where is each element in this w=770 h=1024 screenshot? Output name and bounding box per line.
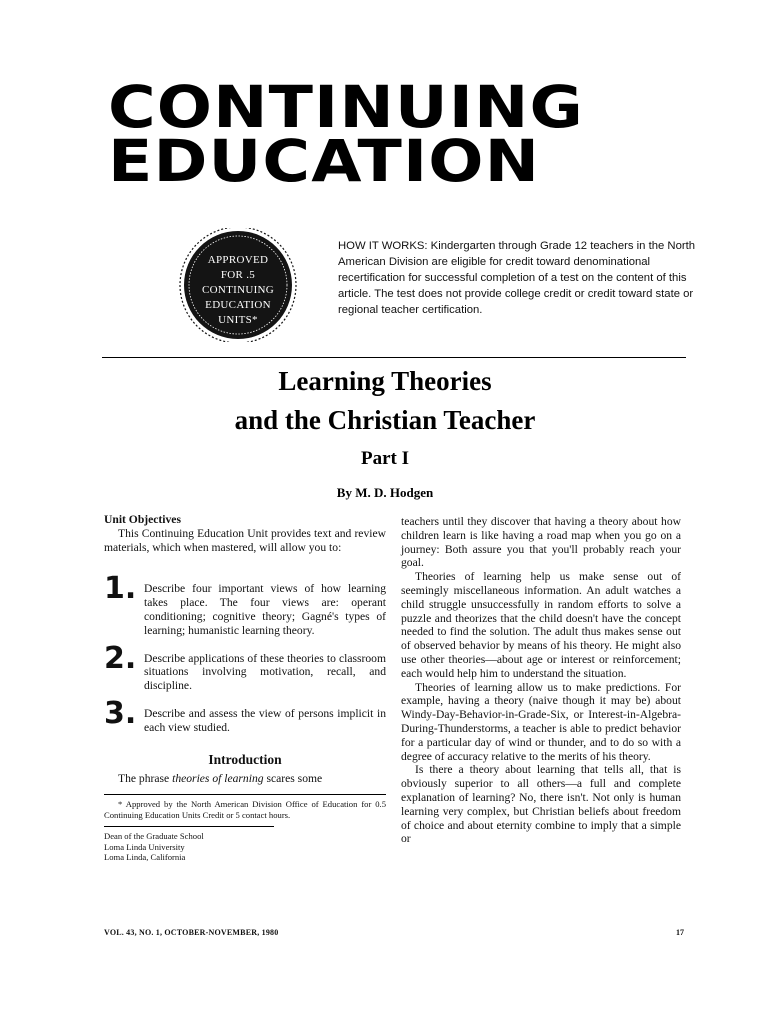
- objective-number: 1.: [104, 571, 137, 607]
- article-title-line-1: Learning Theories: [278, 366, 492, 396]
- masthead-line-2: EDUCATION: [108, 127, 541, 195]
- objective-3: [104, 695, 386, 735]
- objective-1: [104, 571, 386, 637]
- body-paragraph: Theories of learning help us make sense out of seemingly miscellaneous information. An adult watches a child struggle unsuccessfully in random efforts to solve a puzzle and theorizes that the child doesn't have the concept needed to find the solution. The adult thus makes sense out of observed behavior by means of his theory. He might also use other theories—about age or interest or reinforcement; each would help him to understand the situation.: [401, 570, 681, 680]
- objective-text: Describe four important views of how learning takes place. The four views are: operant conditioning; cognitive theory; Gagné's types of learning; humanistic learning theory.: [144, 582, 386, 637]
- objective-text: Describe and assess the view of persons implicit in each view studied.: [144, 706, 386, 734]
- intro-text-a: The phrase: [118, 772, 173, 786]
- right-column: [401, 515, 681, 846]
- body-paragraph: teachers until they discover that having a theory about how children learn is like having a road map when you go on a journey: Both assure you that you'll probably reach your goal.: [401, 515, 681, 570]
- seal-text: APPROVED FOR .5 CONTINUING EDUCATION UNITS*: [201, 254, 275, 326]
- objective-number: 3.: [104, 695, 137, 731]
- article-part: Part I: [360, 448, 409, 469]
- objective-number: 2.: [104, 640, 137, 676]
- approval-footnote: * Approved by the North American Division Office of Education for 0.5 Continuing Education Units Credit or 5 contact hours.: [104, 799, 386, 820]
- intro-text-b: scares some: [263, 772, 323, 786]
- masthead-title: [108, 73, 584, 195]
- issue-footer: VOL. 43, NO. 1, OCTOBER-NOVEMBER, 1980: [104, 928, 279, 937]
- page-number: 17: [676, 928, 684, 937]
- objective-2: [104, 640, 386, 693]
- introduction-start: [104, 772, 386, 786]
- author-affiliation: [104, 826, 274, 863]
- objectives-intro: This Continuing Education Unit provides text and review materials, which when mastered, will allow you to:: [104, 526, 386, 554]
- affiliation-line: Dean of the Graduate School: [104, 831, 204, 842]
- footnote-divider: [104, 794, 386, 795]
- article-title-line-2: and the Christian Teacher: [234, 405, 536, 435]
- body-paragraph: Is there a theory about learning that tells all, that is obviously superior to all others—a full and complete explanation of learning? No, there isn't. Not only is human learning very complex, but Christian beliefs about freedom of choice and about eternity combine to imply that a simple or: [401, 763, 681, 846]
- introduction-heading: Introduction: [208, 751, 282, 767]
- how-it-works-note: HOW IT WORKS: Kindergarten through Grade 12 teachers in the North American Division are eligible for credit toward denominational recertification for successful completion of a test on the content of this article. The test does not provide college credit or credit toward state or regional teacher certification.: [338, 240, 696, 316]
- approval-seal: [176, 228, 300, 342]
- affiliation-line: Loma Linda, California: [104, 852, 186, 863]
- objective-text: Describe applications of these theories to classroom situations involving motivation, recall, and discipline.: [144, 651, 386, 693]
- header-divider: [102, 357, 686, 358]
- body-paragraph: Theories of learning allow us to make predictions. For example, having a theory (naive though it may be) about Windy-Day-Behavior-in-Grade-Six, or Interest-in-Algebra-During-Thunderstorms, a teacher is able to predict behavior for a particular day of wind or thunder, and to do so with a degree of accuracy relative to the merits of his theory.: [401, 680, 681, 763]
- intro-text-emphasis: theories of learning: [172, 772, 264, 786]
- masthead-line-1: CONTINUING: [108, 73, 584, 141]
- byline: By M. D. Hodgen: [336, 485, 434, 500]
- affiliation-line: Loma Linda University: [104, 841, 185, 852]
- objectives-heading: Unit Objectives: [104, 513, 181, 526]
- left-column: [104, 513, 386, 863]
